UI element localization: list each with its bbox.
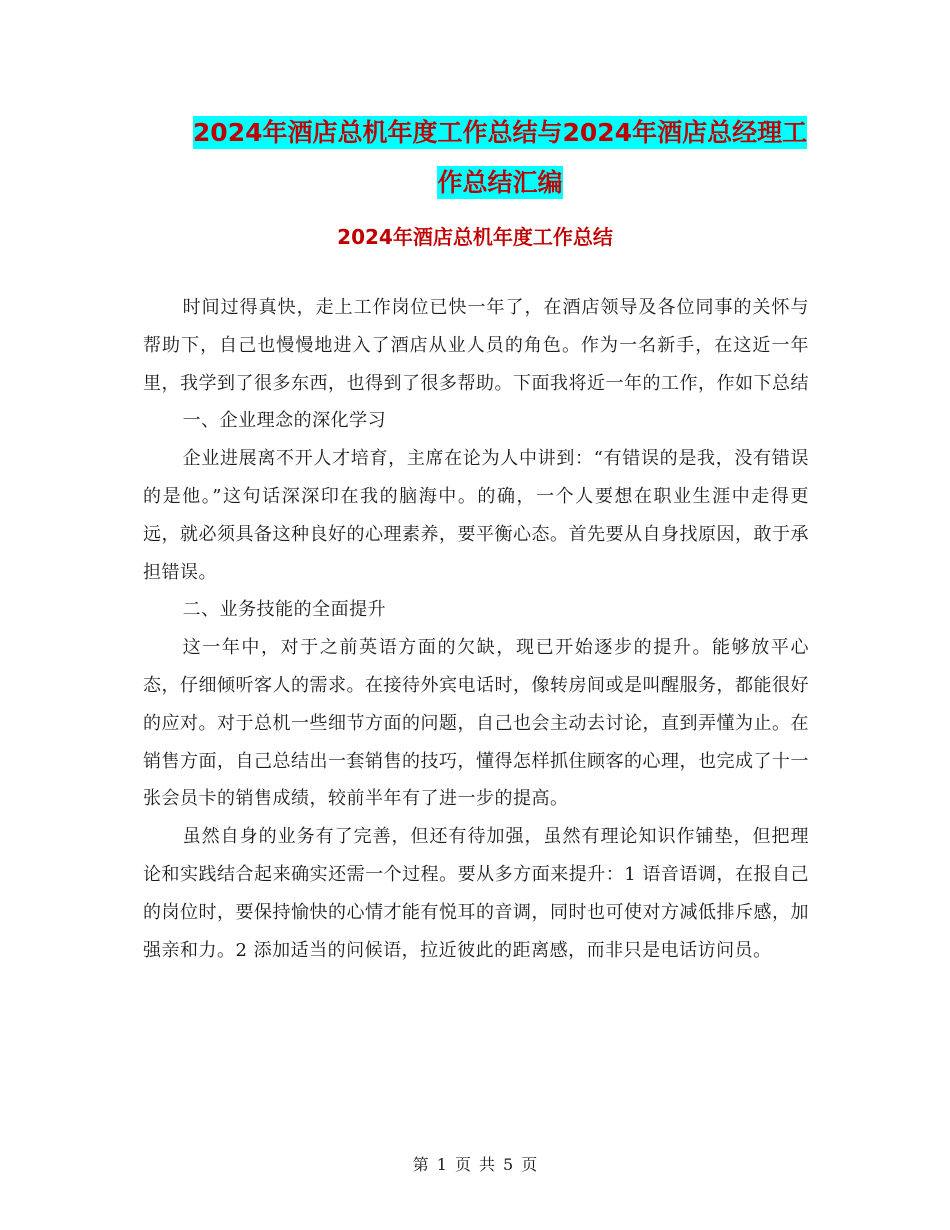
- page-footer: [0, 1152, 950, 1175]
- document-title-line2: 作总结汇编: [437, 168, 563, 197]
- footer-total-unit: 页: [521, 1155, 538, 1174]
- document-body: [143, 289, 809, 969]
- footer-page-unit: 页: [454, 1155, 471, 1174]
- footer-page-word: 第: [412, 1155, 429, 1174]
- footer-total-word: 共: [479, 1155, 496, 1174]
- heading-1: 一、企业理念的深化学习: [182, 410, 387, 432]
- paragraph-2: 这一年中，对于之前英语方面的欠缺，现已开始逐步的提升。能够放平心态，仔细倾听客人的需求。在接待外宾电话时，像转房间或是叫醒服务，都能很好的应对。对于总机一些细节方面的问题，自己也会主动去讨论，直到弄懂为止。在销售方面，自己总结出一套销售的技巧，懂得怎样抓住顾客的心理，也完成了十一张会员卡的销售成绩，较前半年有了进一步的提高。: [143, 637, 809, 810]
- heading-2: 二、业务技能的全面提升: [182, 599, 387, 621]
- document-title-line1: 2024年酒店总机年度工作总结与2024年酒店总经理工: [192, 118, 808, 147]
- paragraph-3: 虽然自身的业务有了完善，但还有待加强，虽然有理论知识作铺垫，但把理论和实践结合起来确实还需一个过程。要从多方面来提升：1 语音语调，在报自己的岗位时，要保持愉快的心情才能有悦耳的音调，同时也可使对方减低排斥感，加强亲和力。2 添加适当的问候语，拉近彼此的距离感，而非只是电话访问员。: [143, 826, 809, 961]
- footer-total-number: 5: [503, 1155, 514, 1174]
- paragraph-intro: 时间过得真快，走上工作岗位已快一年了，在酒店领导及各位同事的关怀与帮助下，自己也慢慢地进入了酒店从业人员的角色。作为一名新手，在这近一年里，我学到了很多东西，也得到了很多帮助。下面我将近一年的工作，作如下总结: [143, 297, 809, 394]
- section-title: 2024年酒店总机年度工作总结: [337, 225, 613, 249]
- footer-page-number: 1: [436, 1155, 447, 1174]
- paragraph-1: 企业进展离不开人才培育，主席在论为人中讲到：“有错误的是我，没有错误的是他。”这句话深深印在我的脑海中。的确，一个人要想在职业生涯中走得更远，就必须具备这种良好的心理素养，要平衡心态。首先要从自身找原因，敢于承担错误。: [143, 448, 809, 583]
- document-title: [130, 108, 870, 208]
